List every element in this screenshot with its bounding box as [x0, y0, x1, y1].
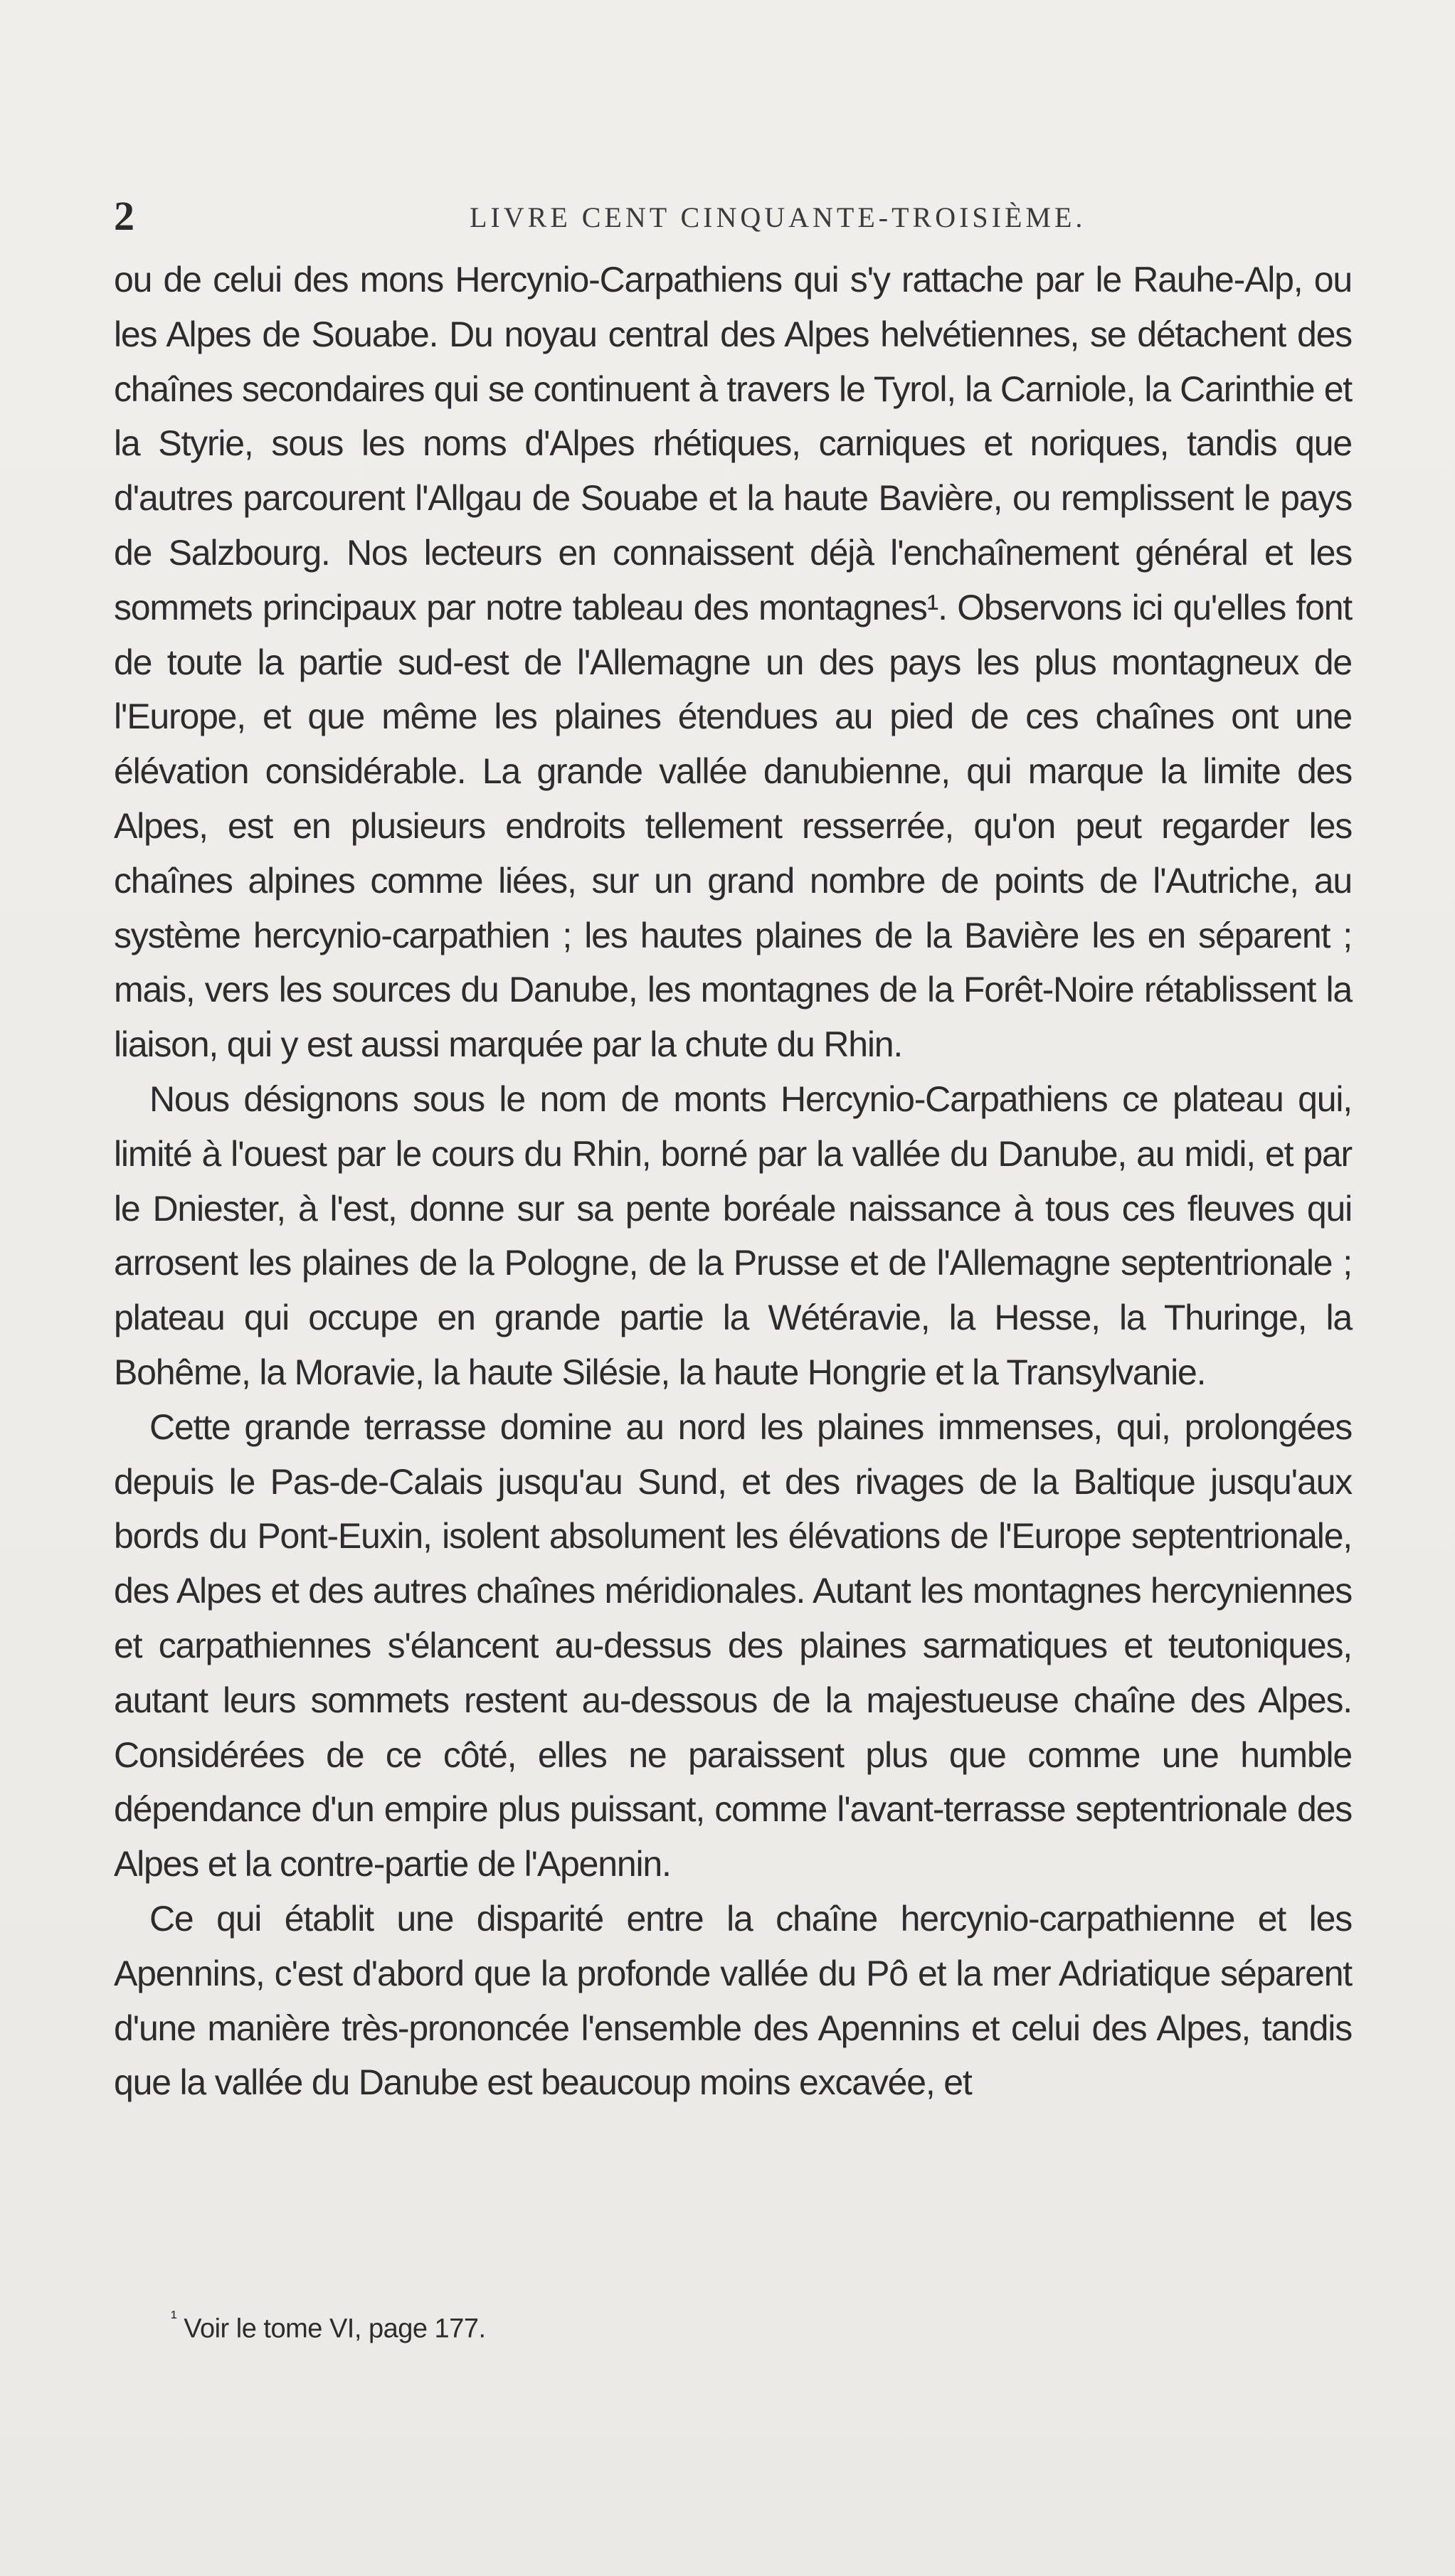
paragraph-4 — [114, 1892, 1352, 2110]
page-number: 2 — [114, 193, 134, 239]
paragraph-2-text: Nous désignons sous le nom de monts Hercynio-Carpathiens ce plateau qui, limité à l'ouest par le cours du Rhin, borné par la vallée du Danube, au midi, et par le Dniester, à l'est, donne sur sa pente boréale naissance à tous ces fleuves qui arrosent les plaines de la Pologne, de la Prusse et de l'Allemagne septentrionale ; plateau qui occupe en grande partie la Wétéravie, la Hesse, la Thuringe, la Bohême, la Moravie, la haute Silésie, la haute Hongrie et la Transylvanie. — [114, 1078, 1352, 1392]
paragraph-3 — [114, 1400, 1352, 1892]
running-title: LIVRE CENT CINQUANTE-TROISIÈME. — [470, 201, 1086, 233]
footnote-text: Voir le tome VI, page 177. — [184, 2313, 486, 2344]
paragraph-4-text: Ce qui établit une disparité entre la chaîne hercynio-carpathienne et les Apennins, c'est d'abord que la profonde vallée du Pô et la mer Adriatique séparent d'une manière très-prononcée l'ensemble des Apennins et celui des Alpes, tandis que la vallée du Danube est beaucoup moins excavée, et — [114, 1898, 1352, 2103]
running-head — [114, 192, 1352, 242]
paragraph-1-text: ou de celui des mons Hercynio-Carpathiens qui s'y rattache par le Rauhe-Alp, ou les Alpes de Souabe. Du noyau central des Alpes helvétiennes, se détachent des chaînes secondaires qui se continuent à travers le Tyrol, la Carniole, la Carinthie et la Styrie, sous les noms d'Alpes rhétiques, carniques et noriques, tandis que d'autres parcourent l'Allgau de Souabe et la haute Bavière, ou remplissent le pays de Salzbourg. Nos lecteurs en connaissent déjà l'enchaînement général et les sommets principaux par notre tableau des montagnes¹. Observons ici qu'elles font de toute la partie sud-est de l'Allemagne un des pays les plus montagneux de l'Europe, et que même les plaines étendues au pied de ces chaînes ont une élévation considérable. La grande vallée danubienne, qui marque la limite des Alpes, est en plusieurs endroits tellement resserrée, qu'on peut regarder les chaînes alpines comme liées, sur un grand nombre de points de l'Autriche, au système hercynio-carpathien ; les hautes plaines de la Bavière les en séparent ; mais, vers les sources du Danube, les montagnes de la Forêt-Noire rétablissent la liaison, qui y est aussi marquée par la chute du Rhin. — [114, 260, 1352, 1065]
footnote — [171, 2306, 486, 2345]
paragraph-1 — [114, 253, 1352, 1072]
body-text — [114, 253, 1352, 2110]
paragraph-2 — [114, 1072, 1352, 1400]
footnote-marker: ¹ — [171, 2306, 177, 2328]
paragraph-3-text: Cette grande terrasse domine au nord les plaines immenses, qui, prolongées depuis le Pas-de-Calais jusqu'au Sund, et des rivages de la Baltique jusqu'aux bords du Pont-Euxin, isolent absolument les élévations de l'Europe septentrionale, des Alpes et des autres chaînes méridionales. Autant les montagnes hercyniennes et carpathiennes s'élancent au-dessus des plaines sarmatiques et teutoniques, autant leurs sommets restent au-dessous de la majestueuse chaîne des Alpes. Considérées de ce côté, elles ne paraissent plus que comme une humble dépendance d'un empire plus puissant, comme l'avant-terrasse septentrionale des Alpes et la contre-partie de l'Apennin. — [114, 1406, 1352, 1885]
